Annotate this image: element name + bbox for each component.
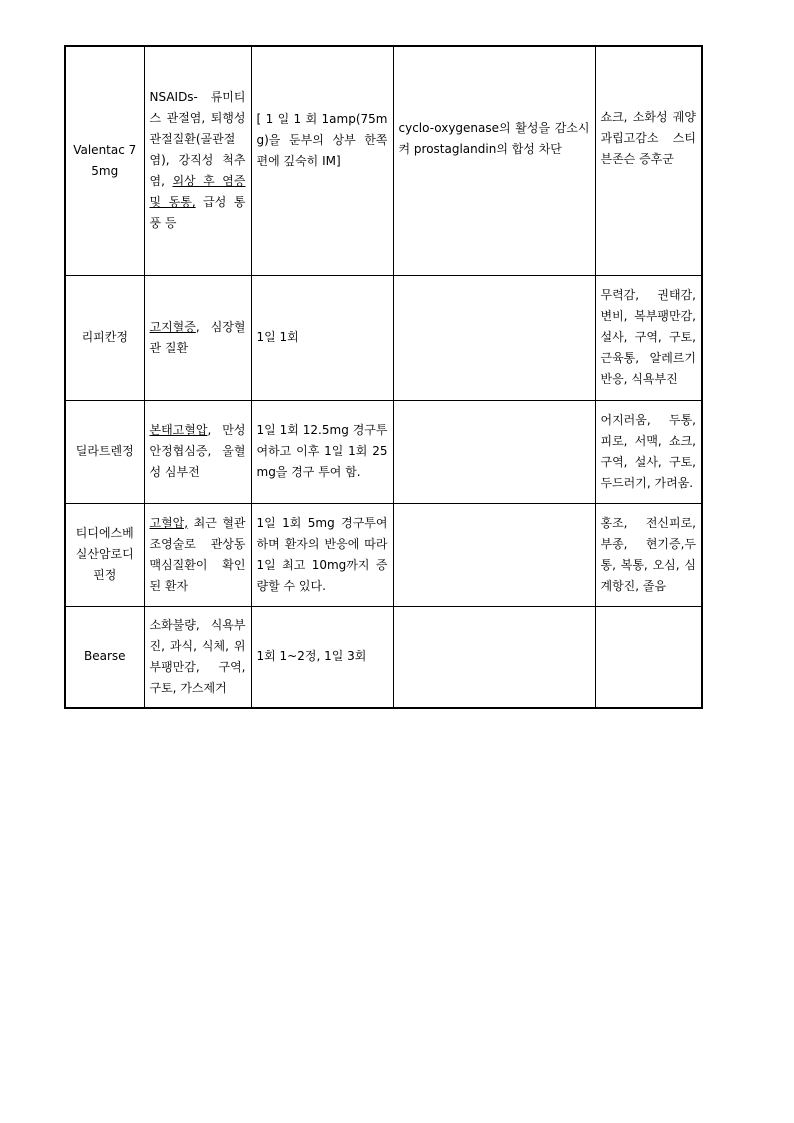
mechanism-cell <box>393 46 595 275</box>
dosage-cell <box>251 400 393 503</box>
drug-name: 리피칸정 <box>81 330 128 344</box>
table-row <box>65 46 702 275</box>
dosage-cell <box>251 275 393 400</box>
indication-underlined: 본태고혈압 <box>149 423 208 437</box>
indication-text: NSAIDs- 류미티스 관절염, 퇴행성 관절질환(골관절염), 강직성 척추염, <box>149 90 246 189</box>
side-effects-text: 쇼크, 소화성 궤양 과립고감소 스티븐존슨 증후군 <box>600 110 696 167</box>
side-effects-text: 무력감, 권태감, 변비, 복부팽만감, 설사, 구역, 구토, 근육통, 알레르기반응, 식욕부진 <box>600 288 696 386</box>
mechanism-cell <box>393 400 595 503</box>
drug-name-cell <box>65 46 144 275</box>
drug-name: Valentac 75mg <box>73 142 137 178</box>
drug-name: 티디에스베실산암로디핀정 <box>75 526 134 582</box>
drug-name-cell <box>65 275 144 400</box>
dosage-cell <box>251 503 393 606</box>
dosage-text: 1일 1회 <box>256 330 299 344</box>
dosage-text: 1일 1회 12.5mg 경구투여하고 이후 1일 1회 25mg을 경구 투여 함. <box>256 423 388 479</box>
drug-table <box>64 45 703 709</box>
drug-name-cell <box>65 606 144 708</box>
table-row <box>65 503 702 606</box>
indication-cell <box>144 606 251 708</box>
side-effects-cell <box>595 275 702 400</box>
indication-text: 소화불량, 식욕부진, 과식, 식체, 위부팽만감, 구역, 구토, 가스제거 <box>149 617 246 695</box>
side-effects-cell <box>595 606 702 708</box>
indication-cell <box>144 275 251 400</box>
drug-name-cell <box>65 503 144 606</box>
indication-underlined: 고혈압, <box>149 515 189 530</box>
drug-name-cell <box>65 400 144 503</box>
table-row <box>65 400 702 503</box>
dosage-text: 1회 1~2정, 1일 3회 <box>256 649 367 664</box>
dosage-cell <box>251 46 393 275</box>
mechanism-text: cyclo-oxygenase의 활성을 감소시켜 prostaglandin의 합성 차단 <box>398 120 590 156</box>
dosage-cell <box>251 606 393 708</box>
indication-text-after: , 만성 안정협심증, 울혈성 심부전 <box>149 423 246 479</box>
dosage-text: 1일 1회 5mg 경구투여하며 환자의 반응에 따라 1일 최고 10mg까지 증량할 수 있다. <box>256 515 388 593</box>
drug-name: 딜라트렌정 <box>75 444 134 458</box>
side-effects-cell <box>595 46 702 275</box>
mechanism-cell <box>393 275 595 400</box>
dosage-text: [ 1 일 1 회 1amp(75mg)을 둔부의 상부 한쪽 편에 깊숙히 IM] <box>256 112 388 169</box>
side-effects-cell <box>595 400 702 503</box>
indication-text-after: 최근 혈관조영술로 관상동맥심질환이 확인된 환자 <box>149 515 246 593</box>
side-effects-cell <box>595 503 702 606</box>
indication-cell <box>144 400 251 503</box>
indication-text-after: 급성 통풍 등 <box>149 195 246 231</box>
table-row <box>65 606 702 708</box>
drug-name: Bearse <box>83 649 126 664</box>
mechanism-cell <box>393 606 595 708</box>
indication-cell <box>144 503 251 606</box>
indication-underlined: 외상 후 염증 및 동통, <box>149 174 246 210</box>
side-effects-text: 홍조, 전신피로, 부종, 현기증,두통, 복통, 오심, 심계항진, 졸음 <box>600 515 696 593</box>
side-effects-text: 어지러움, 두통, 피로, 서맥, 쇼크, 구역, 설사, 구토, 두드러기, 가려움. <box>600 412 696 490</box>
mechanism-cell <box>393 503 595 606</box>
indication-underlined: 고지혈증 <box>149 319 196 334</box>
table-row <box>65 275 702 400</box>
indication-text-after: , 심장혈관 질환 <box>149 319 246 355</box>
indication-cell <box>144 46 251 275</box>
